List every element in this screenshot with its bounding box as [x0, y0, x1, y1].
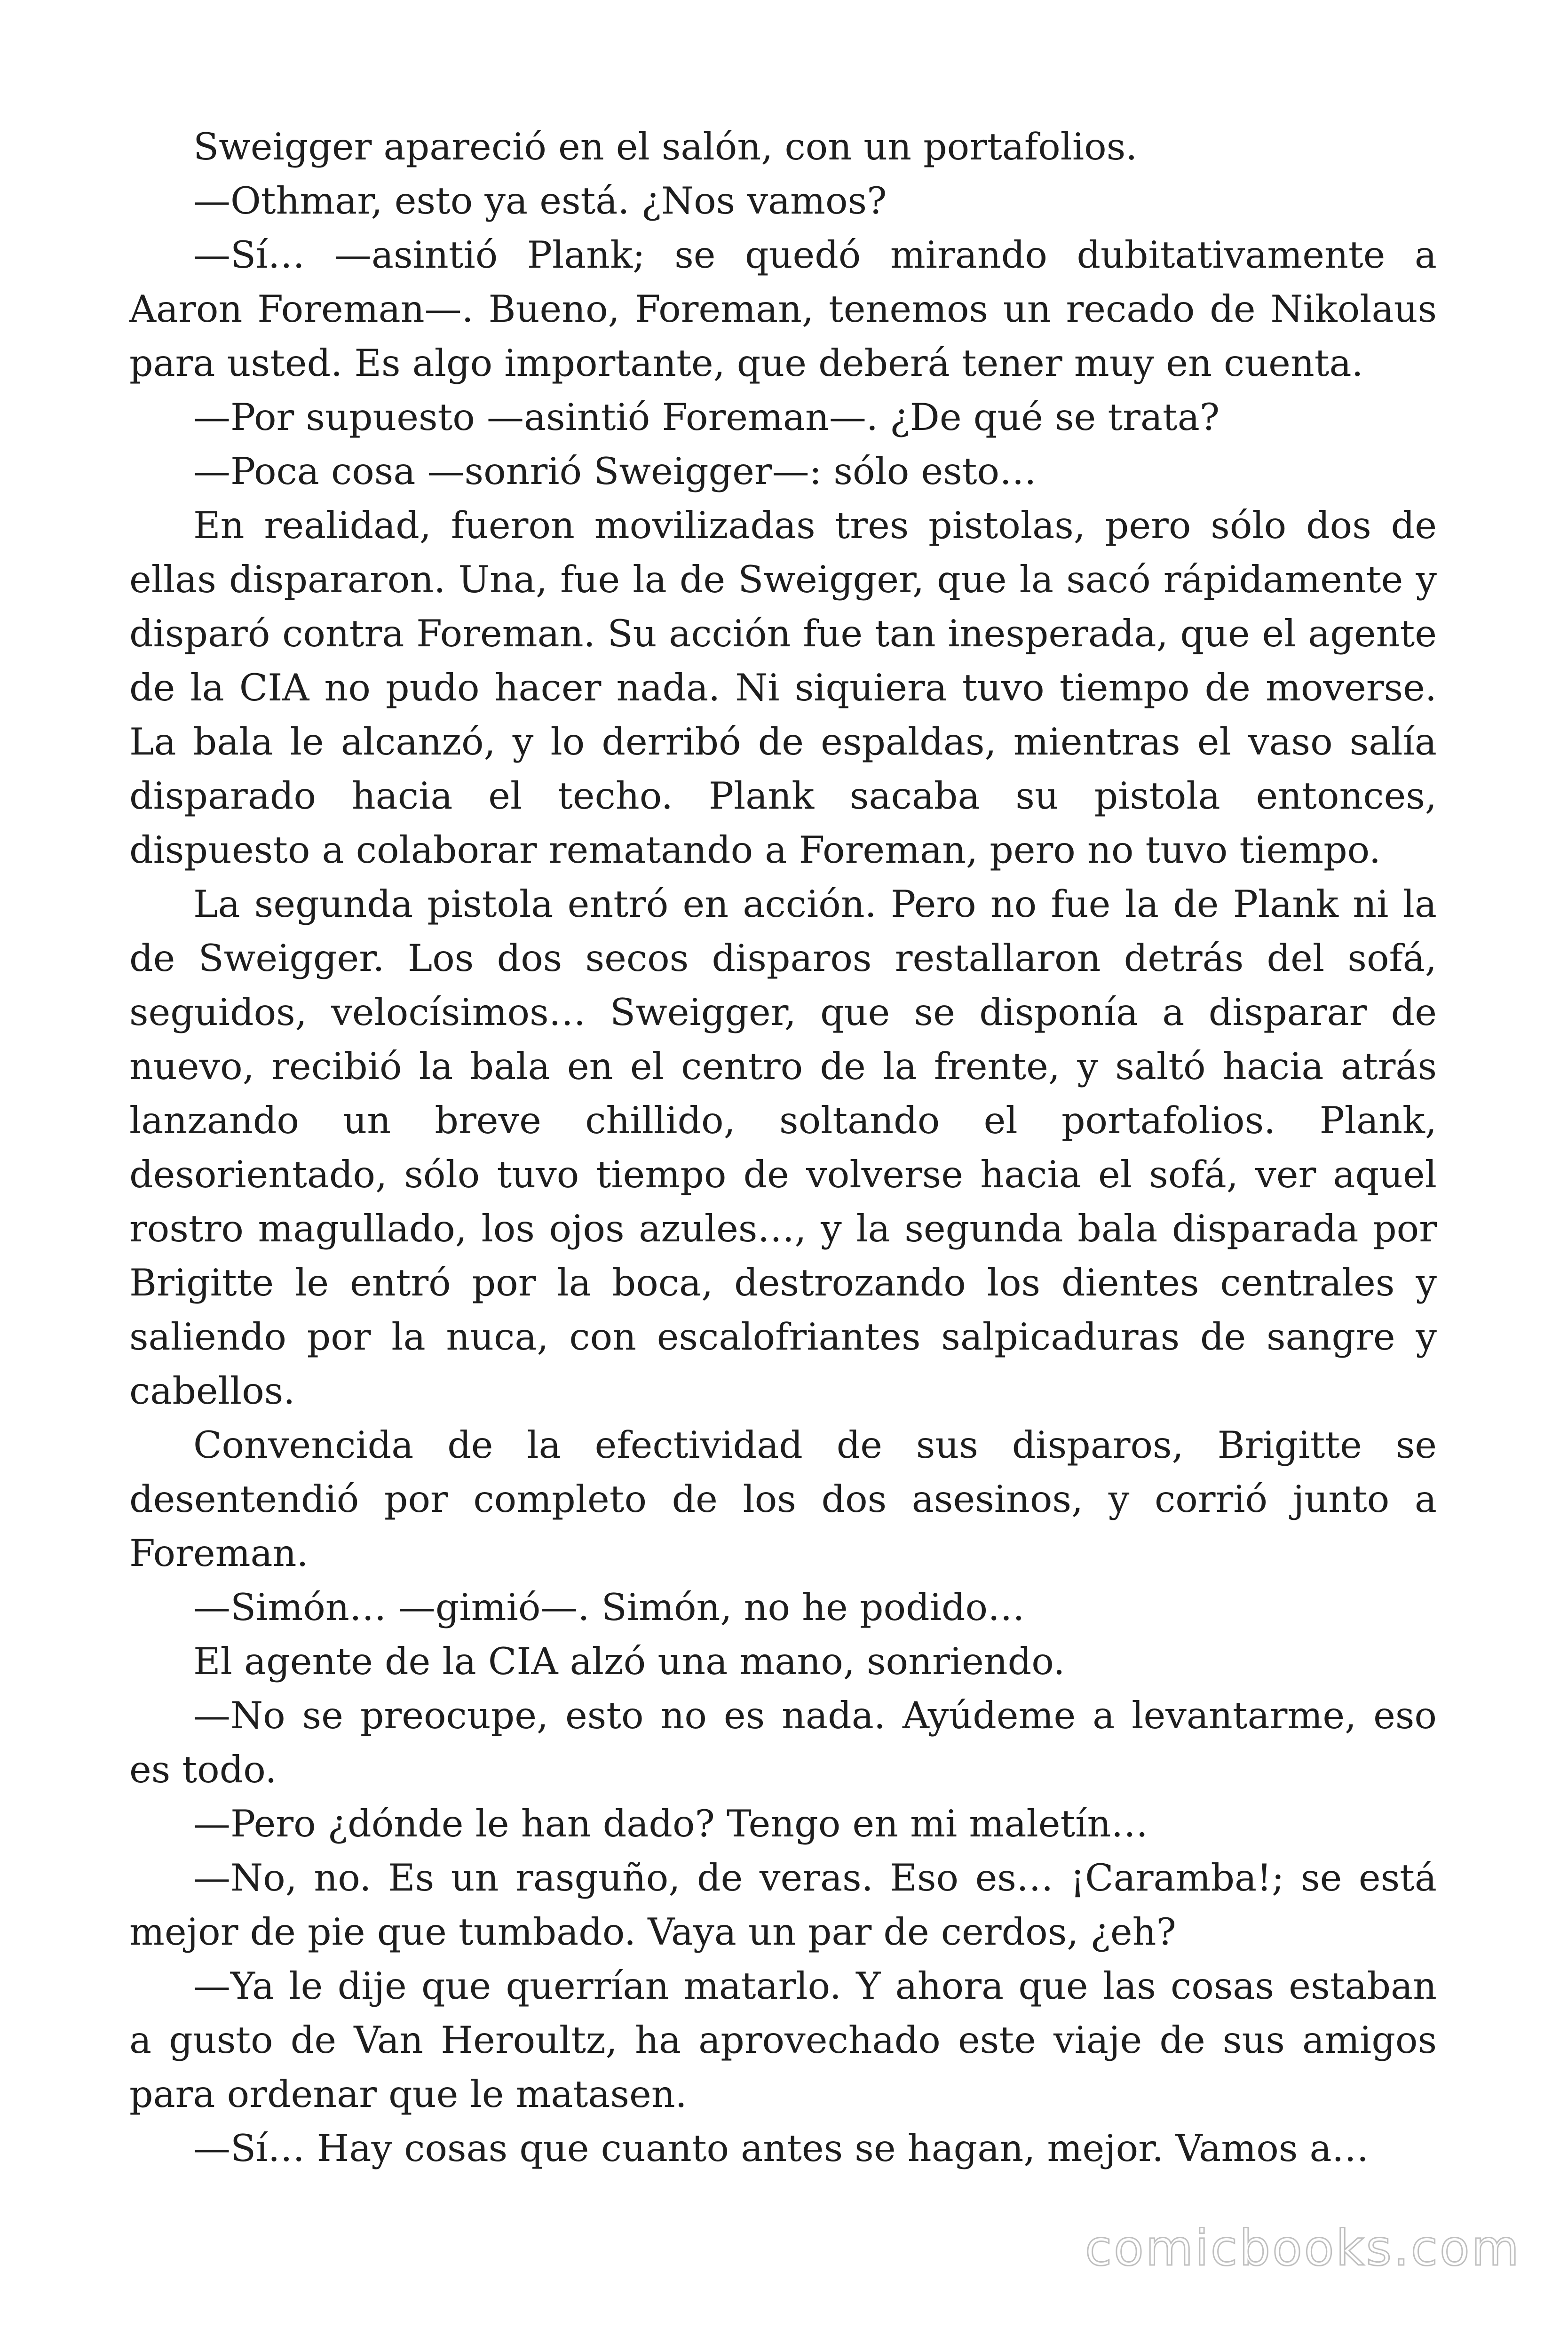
watermark: comicbooks.com	[1085, 2219, 1521, 2277]
paragraph: —Poca cosa —sonrió Sweigger—: sólo esto…	[193, 450, 1037, 493]
paragraph: —Sí… Hay cosas que cuanto antes se hagan, mejor. Vamos a…	[193, 2127, 1369, 2170]
paragraph: —Pero ¿dónde le han dado? Tengo en mi maletín…	[193, 1802, 1148, 1845]
paragraph: —Sí… —asintió Plank; se quedó mirando dubitativamente a Aaron Foreman—. Bueno, Foreman, tenemos un recado de Nikolaus para usted. Es algo importante, que deberá tener muy en cuenta.	[129, 233, 1437, 385]
paragraph: —Por supuesto —asintió Foreman—. ¿De qué se trata?	[193, 396, 1220, 439]
paragraph: —No se preocupe, esto no es nada. Ayúdeme a levantarme, eso es todo.	[129, 1694, 1437, 1791]
paragraph: La segunda pistola entró en acción. Pero no fue la de Plank ni la de Sweigger. Los dos secos disparos restallaron detrás del sofá, seguidos, velocísimos… Sweigger, que se disponía a disparar de nuevo, recibió la bala en el centro de la frente, y saltó hacia atrás lanzando un breve chillido, soltando el portafolios. Plank, desorientado, sólo tuvo tiempo de volverse hacia el sofá, ver aquel rostro magullado, los ojos azules…, y la segunda bala disparada por Brigitte le entró por la boca, destrozando los dientes centrales y saliendo por la nuca, con escalofriantes salpicaduras de sangre y cabellos.	[129, 882, 1437, 1413]
paragraph: —No, no. Es un rasguño, de veras. Eso es… ¡Caramba!; se está mejor de pie que tumbado. Vaya un par de cerdos, ¿eh?	[129, 1856, 1437, 1954]
paragraph: —Ya le dije que querrían matarlo. Y ahora que las cosas estaban a gusto de Van Heroultz, ha aprovechado este viaje de sus amigos para ordenar que le matasen.	[129, 1964, 1437, 2116]
paragraph: En realidad, fueron movilizadas tres pistolas, pero sólo dos de ellas dispararon. Una, fue la de Sweigger, que la sacó rápidamente y disparó contra Foreman. Su acción fue tan inesperada, que el agente de la CIA no pudo hacer nada. Ni siquiera tuvo tiempo de moverse. La bala le alcanzó, y lo derribó de espaldas, mientras el vaso salía disparado hacia el techo. Plank sacaba su pistola entonces, dispuesto a colaborar rematando a Foreman, pero no tuvo tiempo.	[129, 504, 1437, 872]
paragraph: —Simón… —gimió—. Simón, no he podido…	[193, 1586, 1025, 1629]
paragraph: —Othmar, esto ya está. ¿Nos vamos?	[193, 179, 887, 222]
paragraph: Convencida de la efectividad de sus disparos, Brigitte se desentendió por completo de los dos asesinos, y corrió junto a Foreman.	[129, 1423, 1437, 1575]
page-text	[129, 120, 1437, 2176]
paragraph: El agente de la CIA alzó una mano, sonriendo.	[193, 1640, 1065, 1683]
paragraph: Sweigger apareció en el salón, con un portafolios.	[193, 125, 1138, 168]
